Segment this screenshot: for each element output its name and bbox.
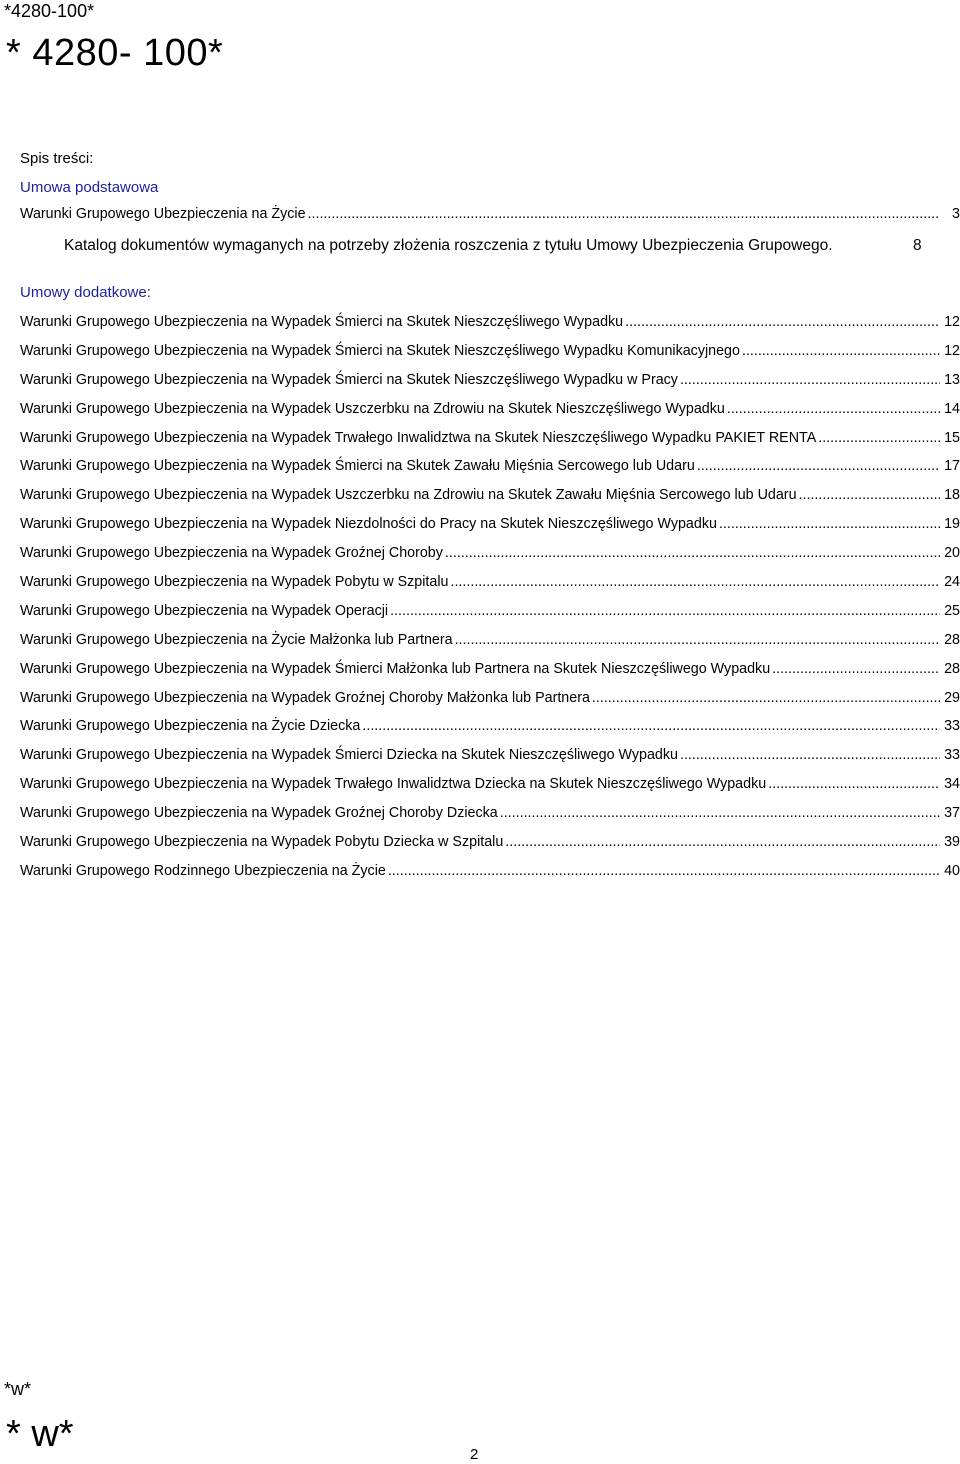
dot-leader bbox=[500, 804, 940, 822]
toc-entry-page: 18 bbox=[944, 487, 960, 504]
toc-entry-label: Warunki Grupowego Ubezpieczenia na Wypadek Śmierci na Skutek Zawału Mięśnia Sercowego lub Udaru bbox=[20, 458, 695, 475]
toc-entry[interactable] bbox=[20, 804, 960, 833]
toc-entry-page: 33 bbox=[944, 718, 960, 735]
toc-entry[interactable] bbox=[20, 371, 960, 400]
toc-entry-label: Warunki Grupowego Ubezpieczenia na Wypadek Śmierci na Skutek Nieszczęśliwego Wypadku bbox=[20, 314, 624, 330]
toc-entry[interactable] bbox=[20, 746, 960, 775]
toc-entry-label: Warunki Grupowego Ubezpieczenia na Wypadek Trwałego Inwalidztwa Dziecka na Skutek Nieszczęśliwego Wypadku bbox=[20, 776, 767, 793]
dot-leader bbox=[818, 429, 940, 447]
dot-leader bbox=[742, 342, 940, 360]
toc-entry[interactable] bbox=[20, 515, 960, 544]
toc-entry[interactable] bbox=[20, 313, 960, 342]
toc-entry[interactable] bbox=[20, 775, 960, 804]
dot-leader bbox=[799, 486, 940, 504]
toc-entry-label: Warunki Grupowego Ubezpieczenia na Wypadek Śmierci na Skutek Nieszczęśliwego Wypadku Komunikacyjnego bbox=[20, 342, 740, 359]
toc-entry[interactable] bbox=[20, 205, 960, 234]
toc-entry-label: Warunki Grupowego Ubezpieczenia na Wypadek Operacji bbox=[20, 602, 389, 619]
toc-entry-page: 37 bbox=[944, 805, 960, 822]
toc-entry-page: 24 bbox=[944, 574, 960, 591]
dot-leader bbox=[505, 833, 940, 851]
dot-leader bbox=[772, 660, 940, 678]
dot-leader bbox=[308, 205, 940, 223]
dot-leader bbox=[680, 371, 940, 389]
toc-entry[interactable] bbox=[20, 457, 960, 486]
dot-leader bbox=[768, 775, 940, 793]
toc-entry-label: Warunki Grupowego Ubezpieczenia na Wypadek Śmierci na Skutek Nieszczęśliwego Wypadku w Pracy bbox=[20, 371, 678, 388]
dot-leader bbox=[697, 457, 940, 475]
toc-entry-label: Warunki Grupowego Ubezpieczenia na Wypadek Pobytu w Szpitalu bbox=[20, 574, 449, 591]
dot-leader bbox=[680, 746, 940, 764]
toc-entry[interactable] bbox=[20, 400, 960, 429]
toc-entry-page: 12 bbox=[944, 314, 960, 330]
dot-leader bbox=[455, 631, 940, 649]
toc-heading: Spis treści: bbox=[20, 150, 94, 167]
toc-entry-label: Warunki Grupowego Ubezpieczenia na Wypadek Śmierci Małżonka lub Partnera na Skutek Nieszczęśliwego Wypadku bbox=[20, 660, 771, 677]
toc-entry[interactable] bbox=[20, 544, 960, 573]
toc-entry-page: 34 bbox=[944, 776, 960, 793]
toc-entry-page: 39 bbox=[944, 834, 960, 851]
toc-list-basic bbox=[20, 205, 960, 234]
footer-code-small: *w* bbox=[4, 1379, 32, 1399]
dot-leader bbox=[362, 717, 940, 735]
barcode-text-small: *4280-100* bbox=[4, 1, 95, 21]
toc-entry[interactable] bbox=[20, 862, 960, 891]
toc-entry-label: Warunki Grupowego Ubezpieczenia na Wypadek Niezdolności do Pracy na Skutek Nieszczęśliwego Wypadku bbox=[20, 516, 717, 533]
toc-entry-page: 13 bbox=[944, 371, 960, 388]
toc-entry[interactable] bbox=[20, 342, 960, 371]
dot-leader bbox=[719, 515, 940, 533]
dot-leader bbox=[445, 544, 940, 562]
toc-entry-label: Warunki Grupowego Ubezpieczenia na Wypadek Trwałego Inwalidztwa na Skutek Nieszczęśliwego Wypadku PAKIET RENTA bbox=[20, 429, 817, 446]
toc-entry-label: Warunki Grupowego Ubezpieczenia na Wypadek Groźnej Choroby Dziecka bbox=[20, 805, 498, 822]
toc-list-additional bbox=[20, 313, 960, 891]
dot-leader bbox=[390, 602, 940, 620]
toc-entry[interactable] bbox=[20, 717, 960, 746]
footer-code-large: * w* bbox=[6, 1413, 74, 1455]
toc-entry-label: Warunki Grupowego Rodzinnego Ubezpieczenia na Życie bbox=[20, 862, 386, 879]
dot-leader bbox=[625, 313, 940, 331]
barcode-text-large: * 4280- 100* bbox=[6, 32, 224, 74]
toc-entry-page: 15 bbox=[944, 429, 960, 446]
page-number: 2 bbox=[470, 1446, 479, 1463]
toc-entry-catalog[interactable] bbox=[64, 236, 922, 256]
toc-entry-page: 3 bbox=[952, 206, 960, 222]
dot-leader bbox=[388, 862, 940, 880]
toc-entry[interactable] bbox=[20, 573, 960, 602]
toc-entry-label: Warunki Grupowego Ubezpieczenia na Życie Małżonka lub Partnera bbox=[20, 631, 453, 648]
toc-entry-label: Warunki Grupowego Ubezpieczenia na Wypadek Pobytu Dziecka w Szpitalu bbox=[20, 834, 504, 851]
catalog-page: 8 bbox=[913, 237, 922, 254]
toc-entry-label: Warunki Grupowego Ubezpieczenia na Wypadek Uszczerbku na Zdrowiu na Skutek Nieszczęśliwego Wypadku bbox=[20, 400, 725, 417]
toc-entry-label: Warunki Grupowego Ubezpieczenia na Wypadek Uszczerbku na Zdrowiu na Skutek Zawału Mięśnia Sercowego lub Udaru bbox=[20, 487, 797, 504]
toc-entry-label: Warunki Grupowego Ubezpieczenia na Wypadek Śmierci Dziecka na Skutek Nieszczęśliwego Wypadku bbox=[20, 747, 678, 764]
catalog-label: Katalog dokumentów wymaganych na potrzeby złożenia roszczenia z tytułu Umowy Ubezpieczenia Grupowego. bbox=[64, 237, 833, 254]
section-title-additional: Umowy dodatkowe: bbox=[20, 284, 151, 301]
toc-entry-label: Warunki Grupowego Ubezpieczenia na Wypadek Groźnej Choroby Małżonka lub Partnera bbox=[20, 689, 590, 706]
toc-entry[interactable] bbox=[20, 602, 960, 631]
toc-entry[interactable] bbox=[20, 429, 960, 458]
dot-leader bbox=[450, 573, 940, 591]
toc-entry-page: 19 bbox=[944, 516, 960, 533]
toc-entry-label: Warunki Grupowego Ubezpieczenia na Wypadek Groźnej Choroby bbox=[20, 545, 443, 562]
toc-entry[interactable] bbox=[20, 631, 960, 660]
toc-entry-page: 25 bbox=[944, 602, 960, 619]
toc-entry-page: 20 bbox=[944, 545, 960, 562]
toc-entry-page: 40 bbox=[944, 862, 960, 879]
toc-entry-page: 12 bbox=[944, 342, 960, 359]
toc-entry-page: 17 bbox=[944, 458, 960, 475]
toc-entry-page: 14 bbox=[944, 400, 960, 417]
dot-leader bbox=[592, 689, 940, 707]
toc-entry-page: 33 bbox=[944, 747, 960, 764]
toc-entry-page: 29 bbox=[944, 689, 960, 706]
section-title-basic: Umowa podstawowa bbox=[20, 179, 159, 196]
toc-entry[interactable] bbox=[20, 689, 960, 718]
toc-entry-label: Warunki Grupowego Ubezpieczenia na Życie bbox=[20, 206, 306, 222]
toc-entry[interactable] bbox=[20, 660, 960, 689]
dot-leader bbox=[727, 400, 940, 418]
toc-entry[interactable] bbox=[20, 833, 960, 862]
toc-entry-label: Warunki Grupowego Ubezpieczenia na Życie Dziecka bbox=[20, 718, 361, 735]
toc-entry-page: 28 bbox=[944, 631, 960, 648]
toc-entry[interactable] bbox=[20, 486, 960, 515]
toc-entry-page: 28 bbox=[944, 660, 960, 677]
